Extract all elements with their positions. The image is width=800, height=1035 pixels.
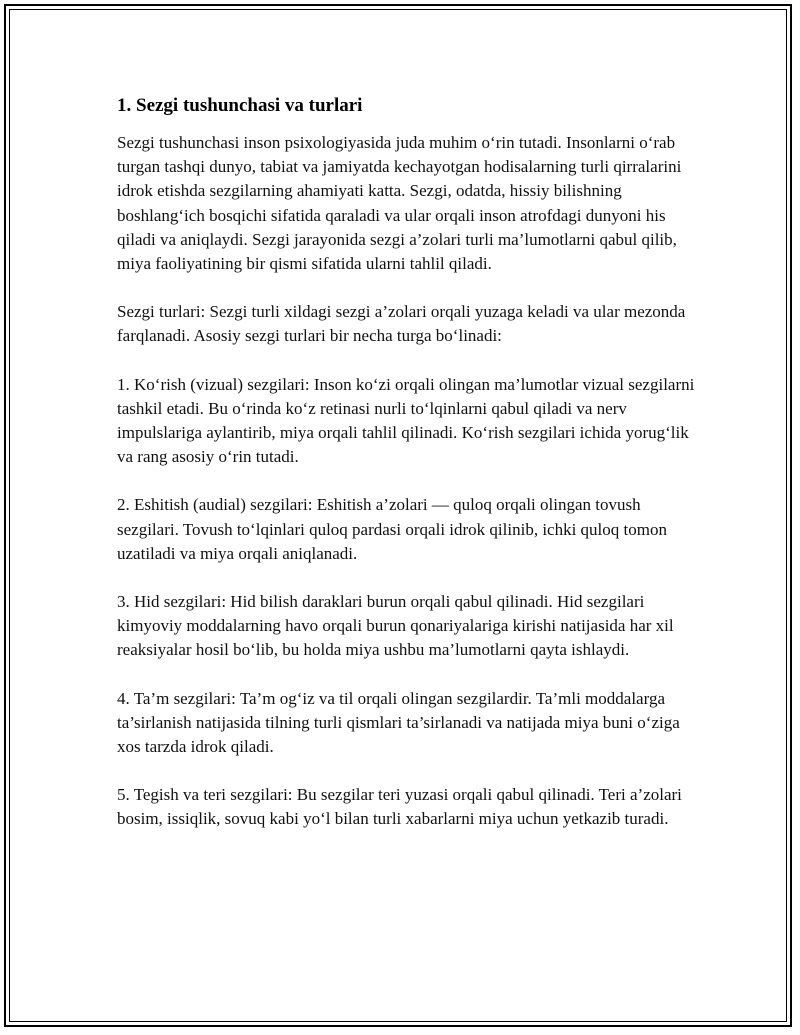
paragraph-auditory-sense: 2. Eshitish (audial) sezgilari: Eshitish a’zolari — quloq orqali olingan tovush sezgilari. Tovush to‘lqinlari quloq pardasi orqali idrok qilinib, ichki quloq tomon uzatiladi va miya orqali aniqlanadi. (117, 495, 667, 563)
paragraph-visual-sense: 1. Ko‘rish (vizual) sezgilari: Inson ko‘zi orqali olingan ma’lumotlar vizual sezgilarni tashkil etadi. Bu o‘rinda ko‘z retinasi nurli to‘lqinlarni qabul qiladi va nerv impulslariga aylantirib, miya orqali tahlil qilinadi. Ko‘rish sezgilari ichida yorug‘lik va rang asosiy o‘rin tutadi. (117, 374, 695, 467)
paragraph-types-overview: Sezgi turlari: Sezgi turli xildagi sezgi a’zolari orqali yuzaga keladi va ular mezonda farqlanadi. Asosiy sezgi turlari bir necha turga bo‘linadi: (117, 302, 686, 346)
paragraph-taste-sense: 4. Ta’m sezgilari: Ta’m og‘iz va til orqali olingan sezgilardir. Ta’mli moddalarga ta’sirlanish natijasida tilning turli qismlari ta’sirlanadi va natijada miya buni o‘ziga xos tarzda idrok qiladi. (117, 688, 680, 757)
paragraph-intro: Sezgi tushunchasi inson psixologiyasida juda muhim o‘rin tutadi. Insonlarni o‘rab turgan tashqi dunyo, tabiat va jamiyatda kechayotgan hodisalarning turli qirralarini idrok etishda sezgilarning ahamiyati katta. Sezgi, odatda, hissiy bilishning boshlang‘ich bosqichi sifatida qaraladi va ular orqali inson atrofdagi dunyoni his qiladi va aniqlaydi. Sezgi jarayonida sezgi a’zolari turli ma’lumotlarni qabul qilib, miya faoliyatining bir qismi sifatida ularni tahlil qiladi. (117, 133, 682, 274)
section-heading: 1. Sezgi tushunchasi va turlari (117, 95, 363, 116)
document-body (117, 92, 697, 856)
paragraph-touch-sense: 5. Tegish va teri sezgilari: Bu sezgilar teri yuzasi orqali qabul qilinadi. Teri a’zolari bosim, issiqlik, sovuq kabi yo‘l bilan turli xabarlarni miya uchun yetkazib turadi. (117, 785, 682, 829)
paragraph-smell-sense: 3. Hid sezgilari: Hid bilish daraklari burun orqali qabul qilinadi. Hid sezgilari kimyoviy moddalarning havo orqali burun qonariyalariga kirishi natijasida har xil reaksiyalar hosil bo‘lib, bu holda miya ushbu ma’lumotlarni qayta ishlaydi. (117, 592, 674, 660)
